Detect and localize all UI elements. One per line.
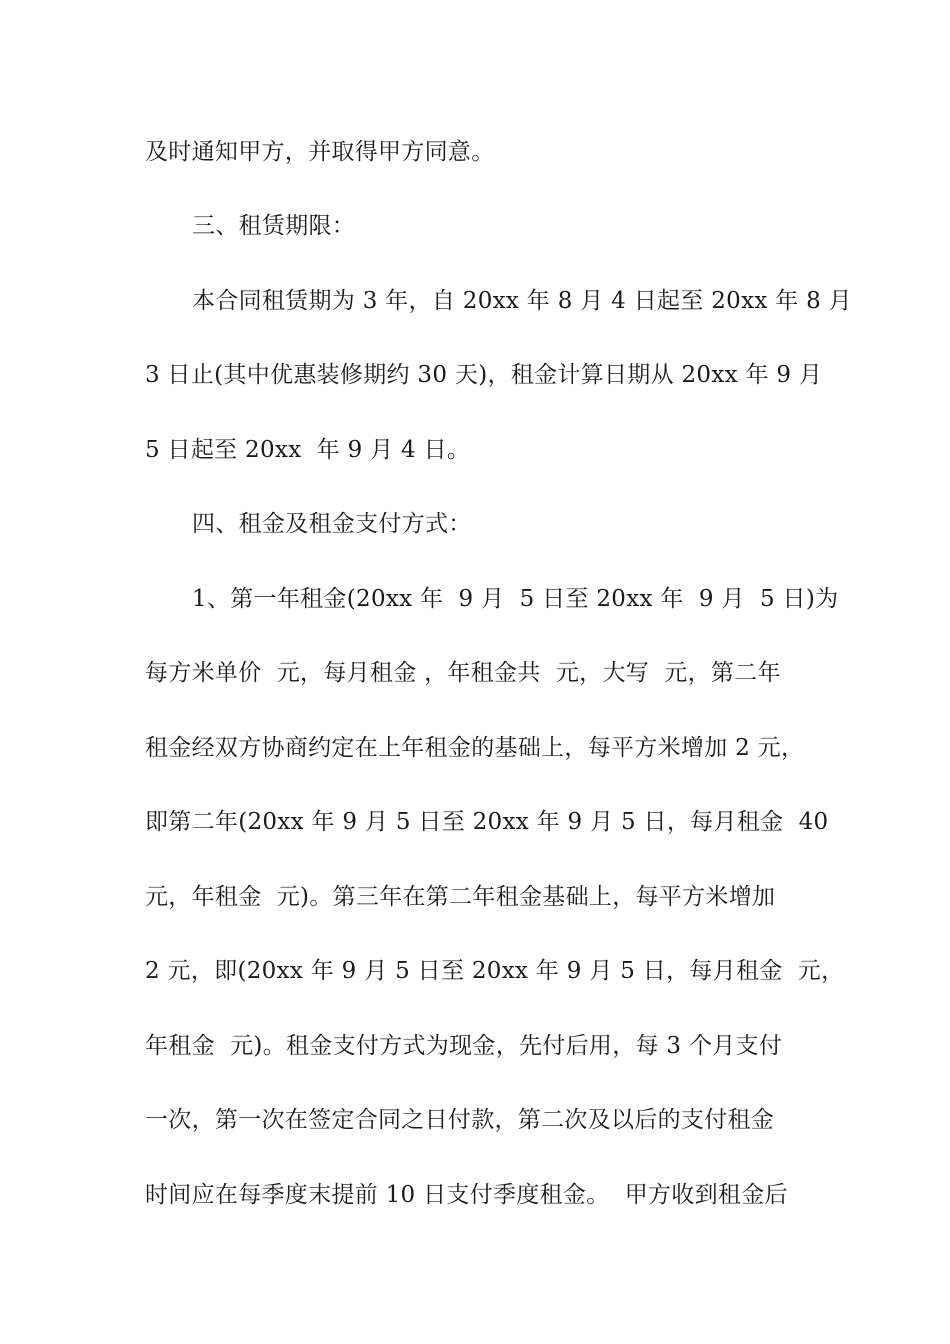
text-line: 每方米单价 元，每月租金 ，年租金共 元，大写 元，第二年 <box>145 660 781 686</box>
text-line: 3 日止(其中优惠装修期约 30 天)，租金计算日期从 20xx 年 9 月 <box>145 362 823 388</box>
text-line: 5 日起至 20xx 年 9 月 4 日。 <box>145 437 471 463</box>
text-line: 租金经双方协商约定在上年租金的基础上，每平方米增加 2 元， <box>145 735 805 761</box>
text-line: 时间应在每季度末提前 10 日支付季度租金。 甲方收到租金后 <box>145 1182 788 1208</box>
text-line: 元，年租金 元)。第三年在第二年租金基础上，每平方米增加 <box>145 884 776 910</box>
section-heading-rent-payment: 四、租金及租金支付方式： <box>192 511 472 537</box>
text-line: 及时通知甲方，并取得甲方同意。 <box>145 139 495 165</box>
text-line: 1、第一年租金(20xx 年 9 月 5 日至 20xx 年 9 月 5 日)为 <box>192 586 839 612</box>
text-line: 2 元，即(20xx 年 9 月 5 日至 20xx 年 9 月 5 日，每月租金 元， <box>145 958 845 984</box>
text-line: 本合同租赁期为 3 年，自 20xx 年 8 月 4 日起至 20xx 年 8 月 <box>192 288 852 314</box>
text-line: 即第二年(20xx 年 9 月 5 日至 20xx 年 9 月 5 日，每月租金 40 <box>145 809 829 835</box>
text-line: 一次，第一次在签定合同之日付款，第二次及以后的支付租金 <box>145 1107 775 1133</box>
section-heading-lease-term: 三、租赁期限： <box>192 213 356 239</box>
text-line: 年租金 元)。租金支付方式为现金，先付后用，每 3 个月支付 <box>145 1033 783 1059</box>
